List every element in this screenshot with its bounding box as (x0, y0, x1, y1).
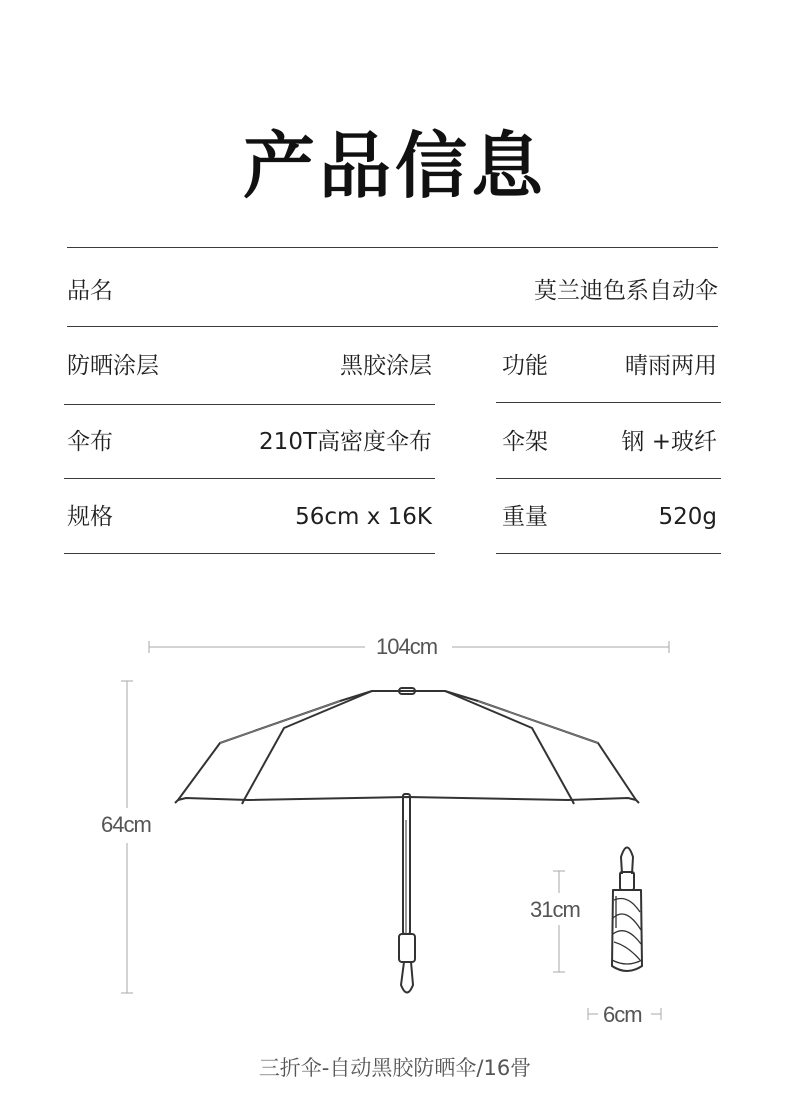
folded-height-label: 31cm (530, 897, 580, 922)
spec-left-label-fabric: 伞布 (67, 429, 113, 455)
open-width-label: 104cm (376, 634, 438, 659)
spec-left-value-fabric: 210T高密度伞布 (259, 429, 432, 455)
spec-left-value-size: 56cm x 16K (295, 504, 432, 530)
spec-right-label-frame: 伞架 (502, 429, 548, 455)
open-height-label: 64cm (101, 812, 151, 837)
open-umbrella-icon (175, 688, 639, 993)
product-caption: 三折伞-自动黑胶防晒伞/16骨 (258, 1056, 532, 1080)
spec-right-label-function: 功能 (502, 353, 548, 379)
spec-right-value-weight: 520g (658, 504, 717, 530)
spec-left-label-size: 规格 (67, 504, 113, 530)
spec-right-label-weight: 重量 (502, 504, 548, 530)
spec-right-value-frame: 钢 +玻纤 (621, 429, 717, 455)
folded-width-label: 6cm (603, 1002, 642, 1027)
spec-left-label-coating: 防晒涂层 (67, 353, 159, 379)
product-name-value: 莫兰迪色系自动伞 (534, 278, 718, 304)
spec-right-value-function: 晴雨两用 (625, 353, 717, 379)
page-title: 产品信息 (242, 124, 547, 208)
product-name-label: 品名 (67, 278, 113, 304)
spec-left-value-coating: 黑胶涂层 (340, 353, 432, 379)
folded-umbrella-icon (612, 848, 642, 972)
